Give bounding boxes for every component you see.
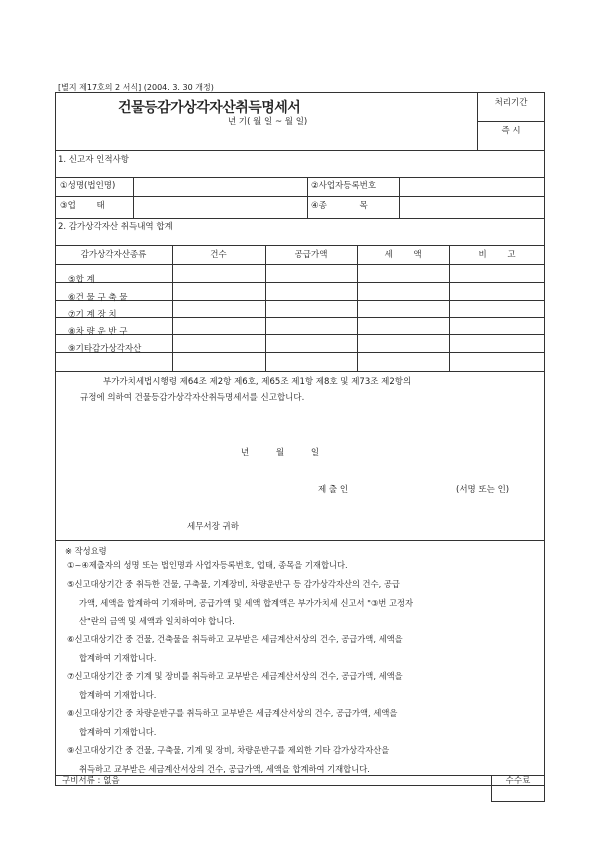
col-header-count: 건수 <box>210 250 227 260</box>
item-field[interactable] <box>401 197 543 217</box>
instruction-line: ①~④제출자의 성명 또는 법인명과 사업자등록번호, 업태, 종목을 기재합니다. <box>67 560 348 570</box>
bizno-field[interactable] <box>401 178 543 195</box>
processing-period-value: 즉 시 <box>501 126 521 136</box>
name-label: ①성명(법인명) <box>60 181 116 191</box>
instruction-line: ⑦신고대상기간 중 기계 및 장비를 취득하고 교부받은 세금계산서상의 건수, 공급가액, 세액을 <box>67 671 403 681</box>
instruction-line: ⑨신고대상기간 중 건물, 구축물, 기계 및 장비, 차량운반구를 제외한 기타 감가상각자산을 <box>67 745 390 755</box>
instruction-line: 가액, 세액을 합계하여 기재하며, 공급가액 및 세액 합계액은 부가가치세 신고서 "③번 고정자 <box>79 598 414 608</box>
signature-label: (서명 또는 인) <box>456 485 510 495</box>
instruction-line: 합계하여 기재합니다. <box>79 727 157 737</box>
declaration-line2: 규정에 의하여 건물등감가상각자산취득명세서를 신고합니다. <box>80 393 305 403</box>
trade-field[interactable] <box>135 197 305 217</box>
instruction-line: 취득하고 교부받은 세금계산서상의 건수, 공급가액, 세액을 합계하여 기재합니다. <box>79 764 370 774</box>
col-header-remarks: 비 고 <box>478 250 516 260</box>
row-label-vehicles: ⑧차 량 운 반 구 <box>68 327 128 337</box>
name-field[interactable] <box>135 178 305 195</box>
row-label-total: ⑤합 계 <box>68 275 95 285</box>
section1-heading: 1. 신고자 인적사항 <box>58 155 129 165</box>
instruction-line: 합계하여 기재합니다. <box>79 653 157 663</box>
col-header-tax: 세 액 <box>384 250 422 260</box>
submitter-label: 제 출 인 <box>318 485 349 495</box>
declaration-date: 년 월 일 <box>241 448 320 458</box>
row-label-buildings: ⑥건 물 구 축 물 <box>68 293 128 303</box>
instruction-line: 산"란의 금액 및 세액과 일치하여야 합니다. <box>79 616 235 626</box>
col-header-supply-value: 공급가액 <box>294 250 328 260</box>
addressee: 세무서장 귀하 <box>187 522 239 532</box>
instruction-line: ⑧신고대상기간 중 차량운반구를 취득하고 교부받은 세금계산서상의 건수, 공급가액, 세액을 <box>67 708 398 718</box>
period-line: 년 기( 월 일 ~ 월 일) <box>228 117 308 127</box>
bizno-label: ②사업자등록번호 <box>311 181 377 191</box>
form-title: 건물등감가상각자산취득명세서 <box>118 100 301 116</box>
form-reference: [별지 제17호의 2 서식] (2004. 3. 30 개정) <box>58 83 214 92</box>
frame-top <box>55 92 545 93</box>
instruction-line: 합계하여 기재합니다. <box>79 690 157 700</box>
section2-heading: 2. 감가상각자산 취득내역 합계 <box>58 222 173 232</box>
instructions-heading: ※ 작성요령 <box>65 546 107 556</box>
instruction-line: ⑥신고대상기간 중 건물, 건축물을 취득하고 교부받은 세금계산서상의 건수, 공급가액, 세액을 <box>67 634 403 644</box>
attachments-label: 구비서류 : 없음 <box>62 776 120 786</box>
item-label: ④종 목 <box>311 201 368 211</box>
row-label-other-assets: ⑨기타감가상각자산 <box>68 344 142 354</box>
fee-label: 수수료 <box>505 776 531 786</box>
trade-label: ③업 태 <box>60 201 105 211</box>
instruction-line: ⑤신고대상기간 중 취득한 건물, 구축물, 기계장비, 차량운반구 등 감가상각자산의 건수, 공급 <box>67 579 400 589</box>
processing-period-label: 처리기간 <box>494 98 528 108</box>
row-label-machinery: ⑦기 계 장 치 <box>68 310 117 320</box>
col-header-asset-type: 감가상각자산종류 <box>80 250 147 260</box>
declaration-line1: 부가가치세법시행령 제64조 제2항 제6호, 제65조 제1항 제8호 및 제73조 제2항의 <box>103 377 412 387</box>
